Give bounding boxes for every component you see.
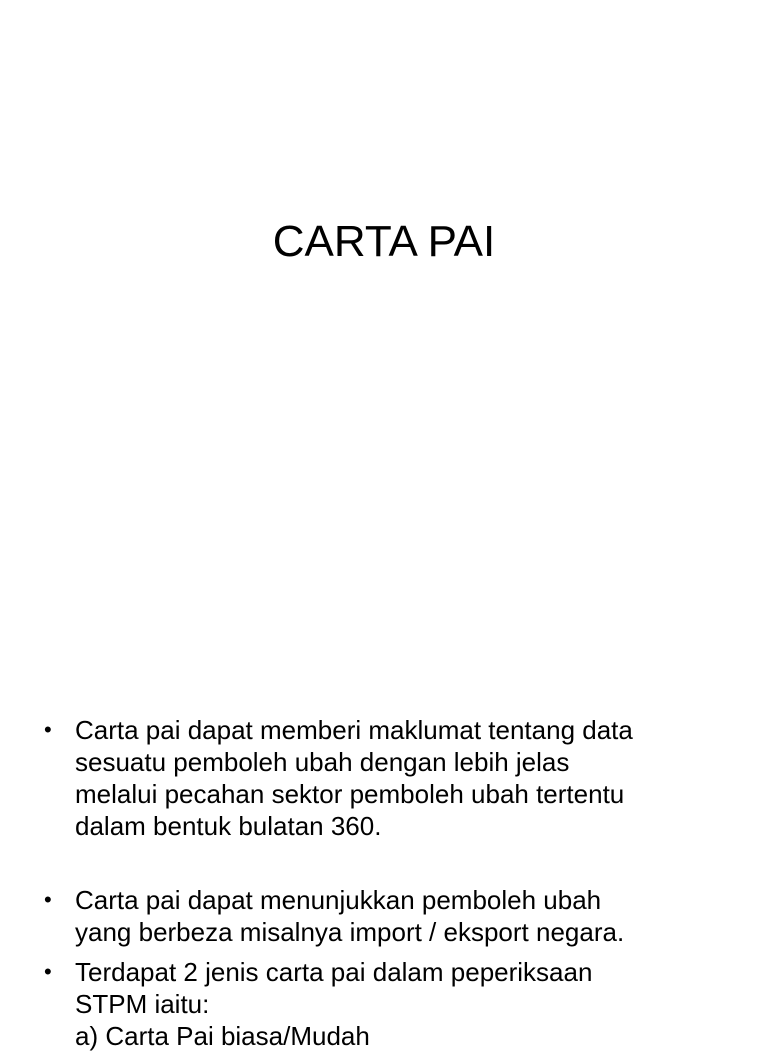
bullet-text-line: melalui pecahan sektor pemboleh ubah tertentu <box>75 779 625 809</box>
bullet-list <box>0 714 768 1052</box>
bullet-text-line: Terdapat 2 jenis carta pai dalam peperiksaan <box>75 957 593 987</box>
bullet-marker: • <box>44 717 52 742</box>
bullet-item <box>0 884 768 948</box>
bullet-text-line: Carta pai dapat menunjukkan pemboleh ubah <box>75 885 602 915</box>
bullet-text-line: sesuatu pemboleh ubah dengan lebih jelas <box>75 747 570 777</box>
slide-title: CARTA PAI <box>272 217 496 266</box>
bullet-text-line: yang berbeza misalnya import / eksport negara. <box>75 917 625 947</box>
bullet-subitem-line: a) Carta Pai biasa/Mudah <box>75 1021 370 1051</box>
bullet-text-line: STPM iaitu: <box>75 989 210 1019</box>
bullet-marker: • <box>44 887 52 912</box>
bullet-text-line: dalam bentuk bulatan 360. <box>75 811 382 841</box>
bullet-item <box>0 956 768 1052</box>
bullet-text-line: Carta pai dapat memberi maklumat tentang data <box>75 715 633 745</box>
bullet-item <box>0 714 768 842</box>
bullet-marker: • <box>44 959 52 984</box>
